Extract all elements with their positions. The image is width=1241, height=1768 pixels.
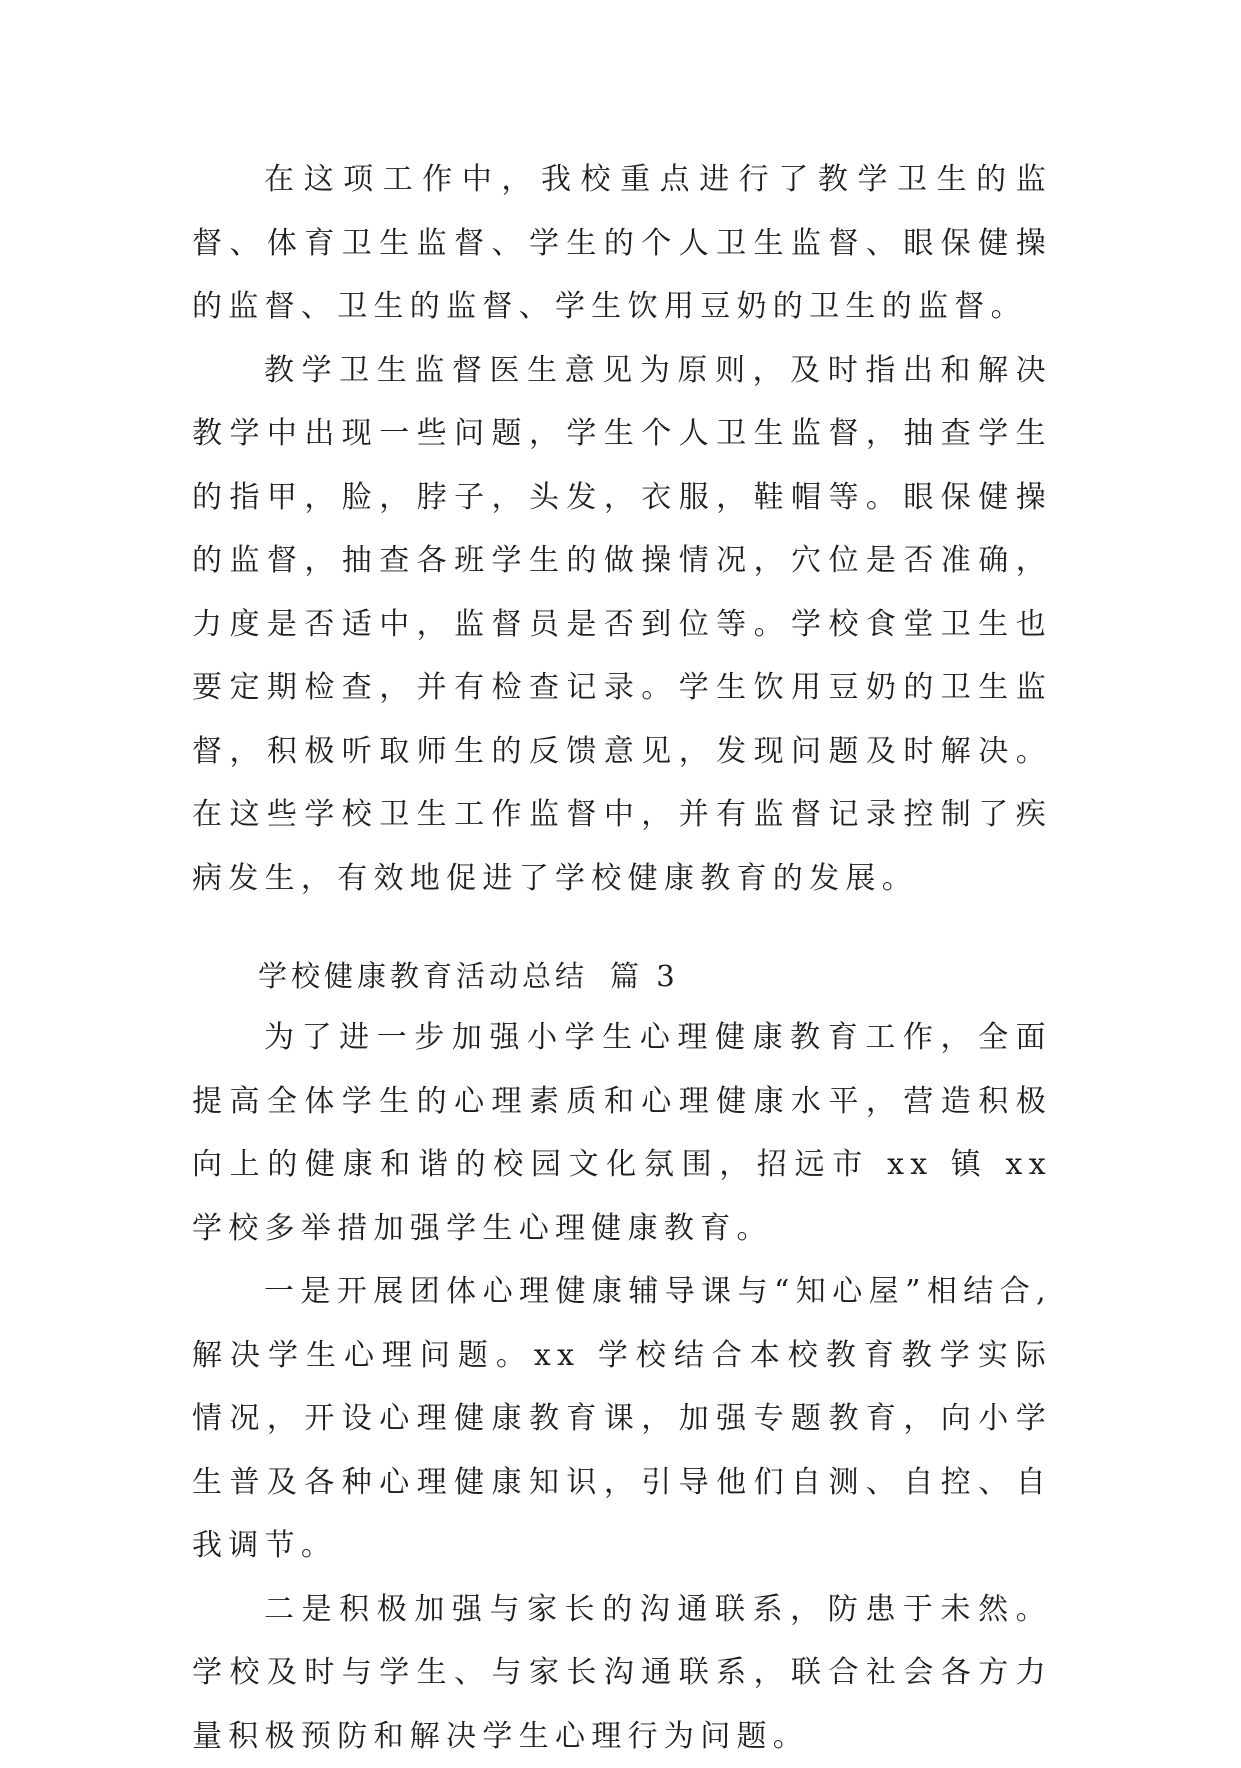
paragraph-intro: 为了进一步加强小学生心理健康教育工作，全面提高全体学生的心理素质和心理健康水平，营造积极向上的健康和谐的校园文化氛围，招远市 xx 镇 xx 学校多举措加强学生心理健康教育。 <box>192 1006 1052 1260</box>
paragraph-point-two: 二是积极加强与家长的沟通联系，防患于未然。学校及时与学生、与家长沟通联系，联合社会各方力量积极预防和解决学生心理行为问题。 <box>192 1578 1052 1768</box>
paragraph-supervision-details: 教学卫生监督医生意见为原则，及时指出和解决教学中出现一些问题，学生个人卫生监督，抽查学生的指甲，脸，脖子，头发，衣服，鞋帽等。眼保健操的监督，抽查各班学生的做操情况，穴位是否准确，力度是否适中，监督员是否到位等。学校食堂卫生也要定期检查，并有检查记录。学生饮用豆奶的卫生监督，积极听取师生的反馈意见，发现问题及时解决。在这些学校卫生工作监督中，并有监督记录控制了疾病发生，有效地促进了学校健康教育的发展。 <box>192 339 1052 911</box>
paragraph-point-one: 一是开展团体心理健康辅导课与“知心屋”相结合,解决学生心理问题。xx 学校结合本校教育教学实际情况，开设心理健康教育课，加强专题教育，向小学生普及各种心理健康知识，引导他们自测、自控、自我调节。 <box>192 1260 1052 1578</box>
document-page <box>192 148 1052 1768</box>
section-heading <box>192 946 1052 1006</box>
section-title: 学校健康教育活动总结 <box>258 959 588 993</box>
section-label: 篇 3 <box>610 959 679 993</box>
paragraph-supervision-overview: 在这项工作中，我校重点进行了教学卫生的监督、体育卫生监督、学生的个人卫生监督、眼保健操的监督、卫生的监督、学生饮用豆奶的卫生的监督。 <box>192 148 1052 339</box>
